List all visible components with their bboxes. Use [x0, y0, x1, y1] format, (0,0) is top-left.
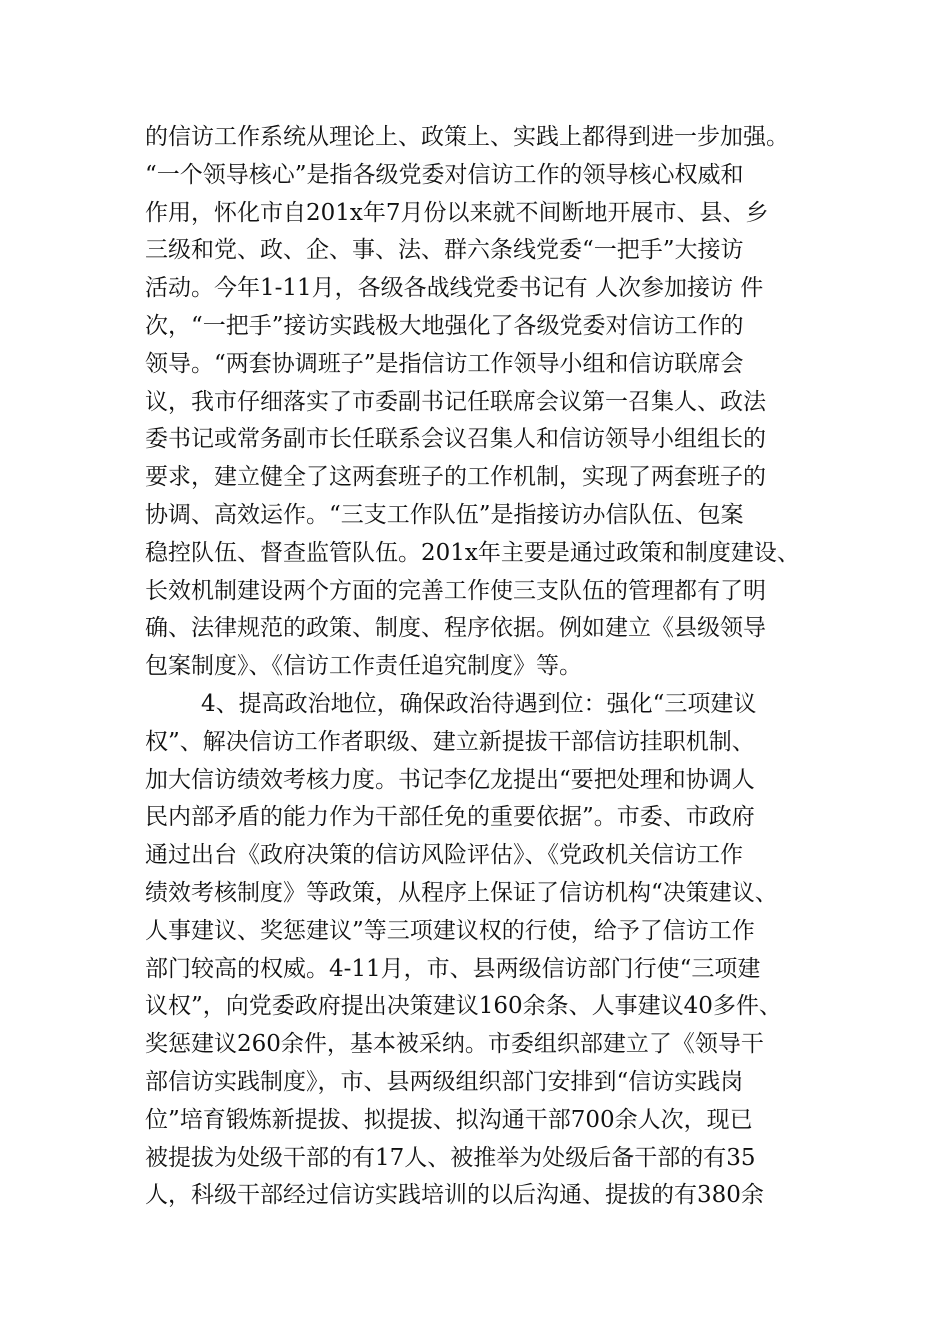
text-line: 领导。“两套协调班子”是指信访工作领导小组和信访联席会 [145, 350, 744, 377]
text-line: 作用，怀化市自201x年7月份以来就不间断地开展市、县、乡 [145, 199, 769, 226]
text-line: 议权”，向党委政府提出决策建议160余条、人事建议40多件、 [145, 993, 782, 1020]
text-line: 要求，建立健全了这两套班子的工作机制，实现了两套班子的 [145, 464, 766, 491]
text-line: 部门较高的权威。4-11月，市、县两级信访部门行使“三项建 [145, 955, 761, 982]
text-line: 活动。今年1-11月，各级各战线党委书记有 人次参加接访 件 [145, 275, 764, 302]
text-line: “一个领导核心”是指各级党委对信访工作的领导核心权威和 [145, 161, 744, 188]
text-line: 次，“一把手”接访实践极大地强化了各级党委对信访工作的 [145, 312, 744, 339]
text-line: 稳控队伍、督查监管队伍。201x年主要是通过政策和制度建设、 [145, 539, 800, 566]
text-line: 议，我市仔细落实了市委副书记任联席会议第一召集人、政法 [145, 388, 766, 415]
text-line: 民内部矛盾的能力作为干部任免的重要依据”。市委、市政府 [145, 804, 755, 831]
text-line: 确、法律规范的政策、制度、程序依据。例如建立《县级领导 [145, 615, 766, 642]
text-line: 人事建议、奖惩建议”等三项建议权的行使，给予了信访工作 [145, 917, 755, 944]
text-line: 奖惩建议260余件，基本被采纳。市委组织部建立了《领导干 [145, 1031, 764, 1058]
text-line: 绩效考核制度》等政策，从程序上保证了信访机构“决策建议、 [145, 879, 778, 906]
text-line: 位”培育锻炼新提拔、拟提拔、拟沟通干部700余人次，现已 [145, 1106, 753, 1133]
text-line: 委书记或常务副市长任联系会议召集人和信访领导小组组长的 [145, 426, 766, 453]
text-line: 人，科级干部经过信访实践培训的以后沟通、提拔的有380余 [145, 1182, 764, 1209]
text-line: 被提拔为处级干部的有17人、被推举为处级后备干部的有35 [145, 1144, 756, 1171]
text-line: 长效机制建设两个方面的完善工作使三支队伍的管理都有了明 [145, 577, 766, 604]
text-line: 加大信访绩效考核力度。书记李亿龙提出“要把处理和协调人 [145, 766, 755, 793]
paragraph-start-line: 4、提高政治地位，确保政治待遇到位：强化“三项建议 [201, 690, 757, 717]
text-line: 权”、解决信访工作者职级、建立新提拔干部信访挂职机制、 [145, 728, 755, 755]
document-body [145, 119, 825, 1215]
text-line: 三级和党、政、企、事、法、群六条线党委“一把手”大接访 [145, 237, 744, 264]
text-line: 部信访实践制度》，市、县两级组织部门安排到“信访实践岗 [145, 1068, 744, 1095]
text-line: 通过出台《政府决策的信访风险评估》、《党政机关信访工作 [145, 842, 743, 869]
text-line: 的信访工作系统从理论上、政策上、实践上都得到进一步加强。 [145, 124, 789, 150]
text-line: 协调、高效运作。“三支工作队伍”是指接访办信队伍、包案 [145, 501, 744, 528]
text-line: 包案制度》、《信访工作责任追究制度》等。 [145, 653, 582, 680]
